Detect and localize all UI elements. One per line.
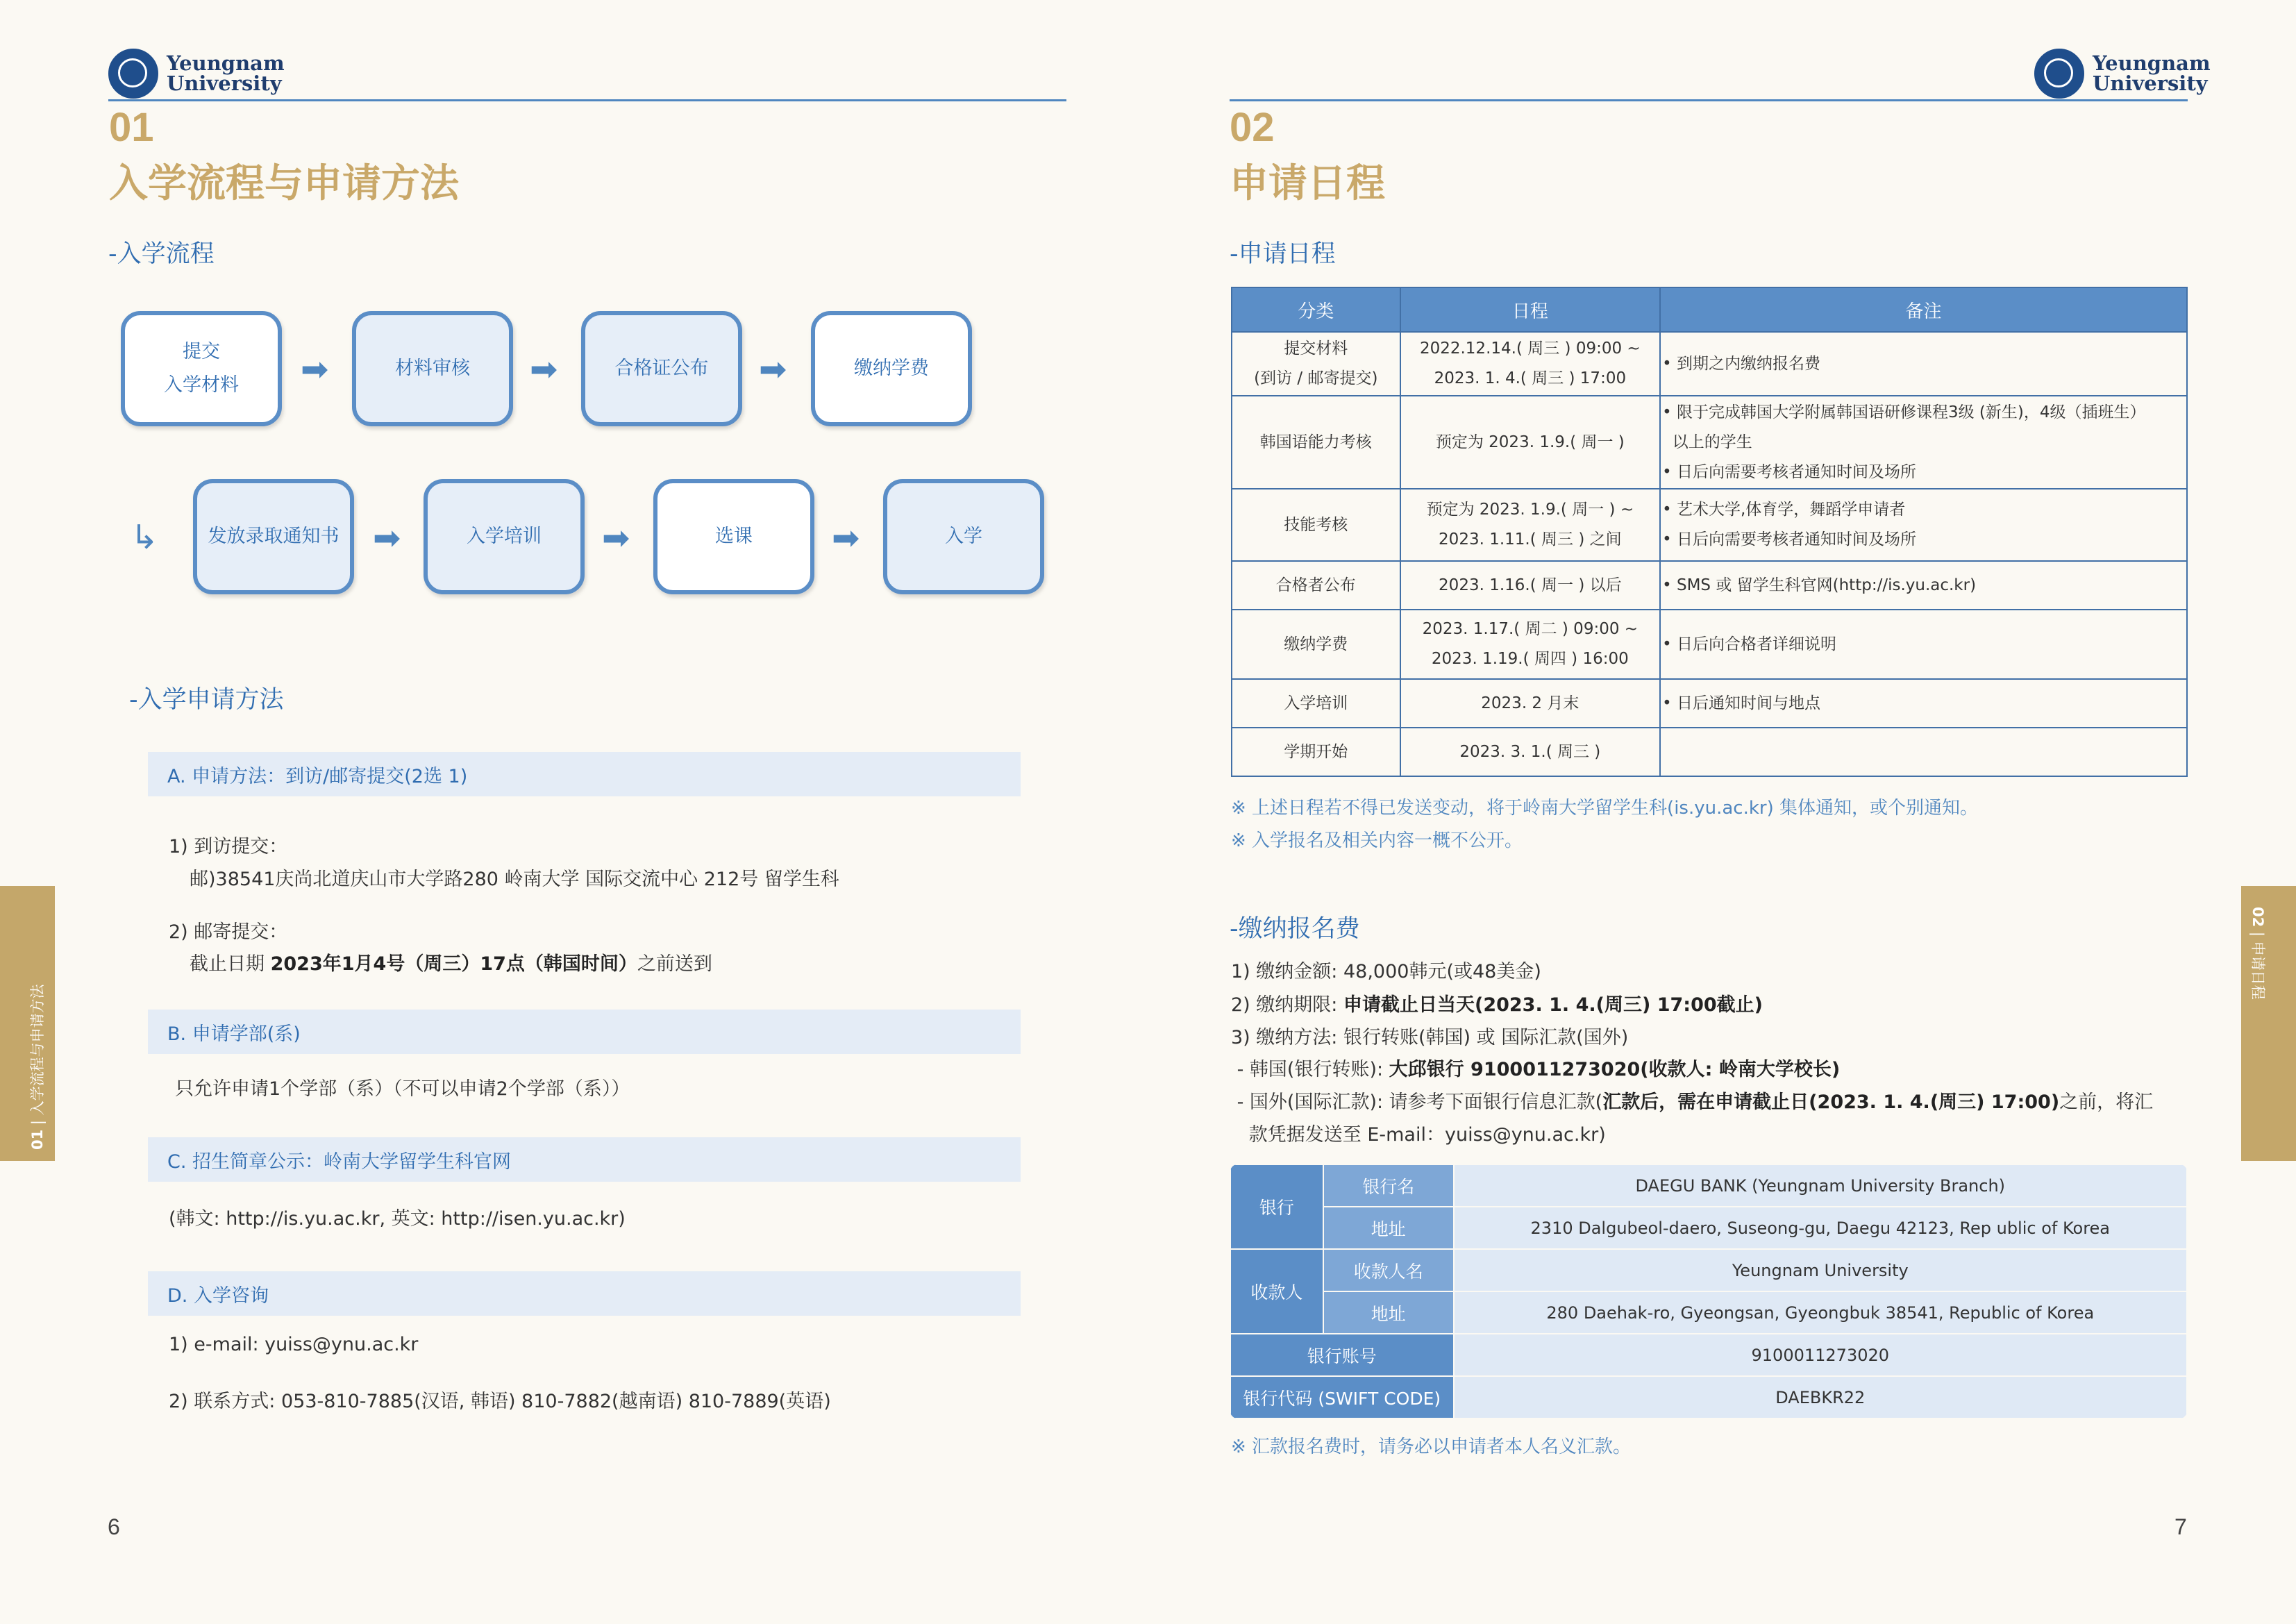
cell-category	[1232, 728, 1400, 776]
emblem-icon	[108, 49, 158, 99]
cell-text: 学期开始	[1284, 742, 1348, 761]
flow-heading: -入学流程	[108, 240, 215, 268]
logo-text	[2093, 53, 2211, 94]
d-email: 1) e-mail: yuiss@ynu.ac.kr	[169, 1334, 419, 1355]
section-b-bar	[148, 1010, 1021, 1054]
fee-deadline-date: 申请截止日当天(2023. 1. 4.(周三) 17:00截止)	[1343, 994, 1763, 1016]
header-rule-right	[1230, 99, 2188, 101]
section-number-left: 01	[109, 105, 154, 150]
cell-text: 2023. 1.11.( 周三 ) 之间	[1439, 530, 1622, 549]
flow-step-orientation	[424, 479, 585, 594]
cell-text: • 限于完成韩国大学附属韩国语研修课程3级 (新生)，4级（插班生）	[1662, 403, 2146, 421]
swift-label: 银行代码 (SWIFT CODE)	[1230, 1376, 1454, 1418]
section-c-title: C. 招生简章公示：岭南大学留学生科官网	[167, 1150, 512, 1173]
bank-group-label: 银行	[1230, 1164, 1323, 1249]
table-row	[1232, 679, 2187, 728]
a-mail-deadline-pre: 截止日期	[190, 953, 271, 975]
fee-international-email: 款凭据发送至 E-mail：yuiss@ynu.ac.kr)	[1231, 1124, 1606, 1146]
cell-note	[1660, 679, 2187, 728]
logo-line1: Yeungnam	[2093, 51, 2211, 75]
fee-international-post: 之前，将汇	[2059, 1091, 2154, 1113]
cell-note	[1660, 396, 2187, 489]
remit-note: ※ 汇款报名费时，请务必以申请者本人名义汇款。	[1231, 1437, 1632, 1457]
flow-step-review	[352, 311, 513, 426]
cell-text: 预定为 2023. 1.9.( 周一 )	[1435, 433, 1625, 451]
side-tab-right	[2241, 886, 2296, 1161]
cell-text: • 到期之内缴纳报名费	[1662, 354, 1820, 373]
payee-address-value: 280 Daehak-ro, Gyeongsan, Gyeongbuk 38541, Republic of Korea	[1454, 1291, 2187, 1334]
flow-step-submit	[121, 311, 282, 426]
university-logo-right	[2034, 49, 2211, 99]
schedule-table	[1231, 287, 2188, 777]
fee-international-pre: - 国外(国际汇款): 请参考下面银行信息汇款(	[1231, 1091, 1603, 1113]
cell-note	[1660, 561, 2187, 610]
table-row	[1230, 1249, 2187, 1291]
section-title-right: 申请日程	[1230, 161, 1385, 206]
cell-text: • 日后通知时间与地点	[1662, 694, 1820, 712]
cell-category	[1232, 489, 1400, 561]
flow-step-enroll	[883, 479, 1044, 594]
cell-category	[1232, 561, 1400, 610]
logo-text	[167, 53, 285, 94]
table-row	[1232, 396, 2187, 489]
table-row	[1232, 489, 2187, 561]
cell-note	[1660, 332, 2187, 396]
schedule-note-1: ※ 上述日程若不得已发送变动，将于岭南大学留学生科(is.yu.ac.kr) 集体通知，或个别通知。	[1231, 798, 1979, 819]
arrow-right-icon: ➡	[602, 519, 630, 558]
cell-text: • 日后向需要考核者通知时间及场所	[1662, 530, 1916, 549]
cell-note	[1660, 489, 2187, 561]
cell-date	[1400, 489, 1661, 561]
cell-date	[1400, 396, 1661, 489]
cell-text: 合格者公布	[1275, 576, 1356, 594]
table-row	[1230, 1291, 2187, 1334]
fee-international-deadline: 汇款后，需在申请截止日(2023. 1. 4.(周三) 17:00)	[1602, 1091, 2060, 1113]
a-visit-title: 1) 到访提交：	[169, 836, 288, 857]
section-d-title: D. 入学咨询	[167, 1284, 269, 1307]
bank-address-label: 地址	[1323, 1207, 1454, 1249]
arrow-turn-icon: ↳	[131, 518, 159, 557]
flow-step-label: 入学	[945, 526, 982, 547]
flow-step-label: 选课	[715, 526, 753, 547]
page-number-left: 6	[108, 1514, 120, 1539]
flow-step-label: 提交 入学材料	[164, 341, 239, 396]
table-row	[1230, 1376, 2187, 1418]
university-logo-left	[108, 49, 285, 99]
side-tab-left-label: 入学流程与申请方法	[29, 984, 46, 1116]
table-row	[1232, 728, 2187, 776]
fee-international	[1231, 1087, 2153, 1114]
cell-text: 韩国语能力考核	[1259, 433, 1372, 451]
section-d-bar	[148, 1271, 1021, 1316]
emblem-icon	[2034, 49, 2084, 99]
cell-category	[1232, 679, 1400, 728]
flow-step-label: 材料审核	[395, 358, 470, 379]
cell-text: • 日后向需要考核者通知时间及场所	[1662, 462, 1916, 481]
section-b-title: B. 申请学部(系)	[167, 1023, 301, 1045]
section-c-bar	[148, 1137, 1021, 1182]
cell-date	[1400, 561, 1661, 610]
cell-text: 预定为 2023. 1.9.( 周一 ) ~	[1426, 501, 1634, 519]
flow-step-tuition	[811, 311, 972, 426]
table-row	[1230, 1207, 2187, 1249]
a-visit-address: 邮)38541庆尚北道庆山市大学路280 岭南大学 国际交流中心 212号 留学生科	[190, 869, 839, 890]
col-header-note: 备注	[1660, 287, 2187, 332]
fee-heading: -缴纳报名费	[1230, 915, 1360, 943]
payee-name-value: Yeungnam University	[1454, 1249, 2187, 1291]
a-mail-deadline-date: 2023年1月4号（周三）17点（韩国时间）	[270, 953, 637, 975]
fee-deadline	[1231, 989, 1763, 1016]
arrow-right-icon: ➡	[301, 350, 329, 389]
bank-info-table	[1230, 1164, 2188, 1419]
cell-note	[1660, 728, 2187, 776]
cell-date	[1400, 610, 1661, 679]
page-number-right: 7	[2175, 1514, 2187, 1539]
side-tab-right-label: 申请日程	[2249, 941, 2266, 1000]
flow-step-notice	[193, 479, 354, 594]
cell-text: 2023. 1.17.( 周二 ) 09:00 ~	[1422, 620, 1639, 638]
cell-text: 2023. 1. 4.( 周三 ) 17:00	[1434, 369, 1627, 387]
fee-domestic-account: 大邱银行 9100011273020(收款人: 岭南大学校长)	[1389, 1059, 1841, 1080]
swift-value: DAEBKR22	[1454, 1376, 2187, 1418]
cell-category	[1232, 332, 1400, 396]
arrow-right-icon: ➡	[759, 350, 787, 389]
section-number-right: 02	[1230, 105, 1275, 150]
bank-name-label: 银行名	[1323, 1164, 1454, 1207]
cell-note	[1660, 610, 2187, 679]
cell-date	[1400, 679, 1661, 728]
arrow-right-icon: ➡	[530, 350, 558, 389]
c-text: (韩文: http://is.yu.ac.kr, 英文: http://isen.yu.ac.kr)	[169, 1208, 626, 1230]
account-label: 银行账号	[1230, 1334, 1454, 1376]
cell-text: (到访 / 邮寄提交)	[1254, 369, 1378, 387]
table-row	[1230, 1334, 2187, 1376]
col-header-category: 分类	[1232, 287, 1400, 332]
side-tab-right-num: 02	[2249, 907, 2266, 928]
section-a-title: A. 申请方法：到访/邮寄提交(2选 1)	[167, 765, 468, 787]
method-heading: -入学申请方法	[129, 686, 284, 714]
flow-step-courses	[653, 479, 814, 594]
flow-step-label: 入学培训	[467, 526, 542, 547]
cell-text: 2022.12.14.( 周三 ) 09:00 ~	[1419, 340, 1641, 358]
table-row	[1232, 332, 2187, 396]
cell-text: 2023. 1.16.( 周一 ) 以后	[1439, 576, 1622, 594]
cell-text: • 艺术大学,体育学，舞蹈学申请者	[1662, 501, 1906, 519]
cell-text: • 日后向合格者详细说明	[1662, 635, 1836, 653]
payee-name-label: 收款人名	[1323, 1249, 1454, 1291]
logo-line2: University	[2093, 72, 2208, 95]
a-mail-deadline-post: 之前送到	[637, 953, 712, 975]
fee-deadline-pre: 2) 缴纳期限:	[1231, 994, 1343, 1016]
table-row	[1232, 610, 2187, 679]
side-tab-left-num: 01	[29, 1129, 46, 1150]
schedule-note-2: ※ 入学报名及相关内容一概不公开。	[1231, 830, 1523, 851]
logo-line2: University	[167, 72, 282, 95]
cell-text: 缴纳学费	[1284, 635, 1348, 653]
cell-text: 以上的学生	[1662, 433, 1752, 451]
side-tab-left-text: 01 | 入学流程与申请方法	[29, 984, 46, 1150]
cell-category	[1232, 396, 1400, 489]
schedule-header-row	[1232, 287, 2187, 332]
b-text: 只允许申请1个学部（系）（不可以申请2个学部（系））	[175, 1078, 630, 1100]
header-rule-left	[108, 99, 1066, 101]
bank-name-value: DAEGU BANK (Yeungnam University Branch)	[1454, 1164, 2187, 1207]
cell-category	[1232, 610, 1400, 679]
payee-address-label: 地址	[1323, 1291, 1454, 1334]
bank-address-value: 2310 Dalgubeol-daero, Suseong-gu, Daegu 42123, Rep ublic of Korea	[1454, 1207, 2187, 1249]
cell-text: 2023. 1.19.( 周四 ) 16:00	[1431, 650, 1629, 668]
d-phone: 2) 联系方式: 053-810-7885(汉语, 韩语) 810-7882(越南语) 810-7889(英语)	[169, 1391, 831, 1412]
cell-date	[1400, 332, 1661, 396]
fee-method: 3) 缴纳方法: 银行转账(韩国) 或 国际汇款(国外)	[1231, 1027, 1629, 1048]
side-tab-right-text: 02 | 申请日程	[2249, 907, 2266, 1000]
cell-date	[1400, 728, 1661, 776]
arrow-right-icon: ➡	[373, 519, 401, 558]
cell-text: • SMS 或 留学生科官网(http://is.yu.ac.kr)	[1662, 576, 1977, 594]
cell-text: 提交材料	[1284, 340, 1348, 358]
flow-step-label: 缴纳学费	[854, 358, 929, 379]
section-a-bar	[148, 752, 1021, 796]
flow-step-label: 发放录取通知书	[208, 526, 340, 547]
arrow-right-icon: ➡	[832, 519, 860, 558]
section-title-left: 入学流程与申请方法	[109, 161, 459, 206]
fee-amount: 1) 缴纳金额: 48,000韩元(或48美金)	[1231, 961, 1541, 982]
account-value: 9100011273020	[1454, 1334, 2187, 1376]
logo-line1: Yeungnam	[167, 51, 285, 75]
table-row	[1232, 561, 2187, 610]
cell-text: 技能考核	[1284, 515, 1348, 534]
schedule-heading: -申请日程	[1230, 240, 1336, 268]
a-mail-deadline	[190, 948, 712, 976]
cell-text: 入学培训	[1284, 694, 1348, 712]
fee-domestic	[1231, 1054, 1840, 1081]
fee-domestic-pre: - 韩国(银行转账):	[1231, 1059, 1389, 1080]
flow-step-result	[581, 311, 742, 426]
col-header-date: 日程	[1400, 287, 1661, 332]
cell-text: 2023. 2 月末	[1481, 694, 1579, 712]
flow-step-label: 合格证公布	[614, 358, 709, 379]
side-tab-left	[0, 886, 55, 1161]
cell-text: 2023. 3. 1.( 周三 )	[1459, 742, 1601, 761]
a-mail-title: 2) 邮寄提交：	[169, 921, 288, 943]
payee-group-label: 收款人	[1230, 1249, 1323, 1334]
table-row	[1230, 1164, 2187, 1207]
